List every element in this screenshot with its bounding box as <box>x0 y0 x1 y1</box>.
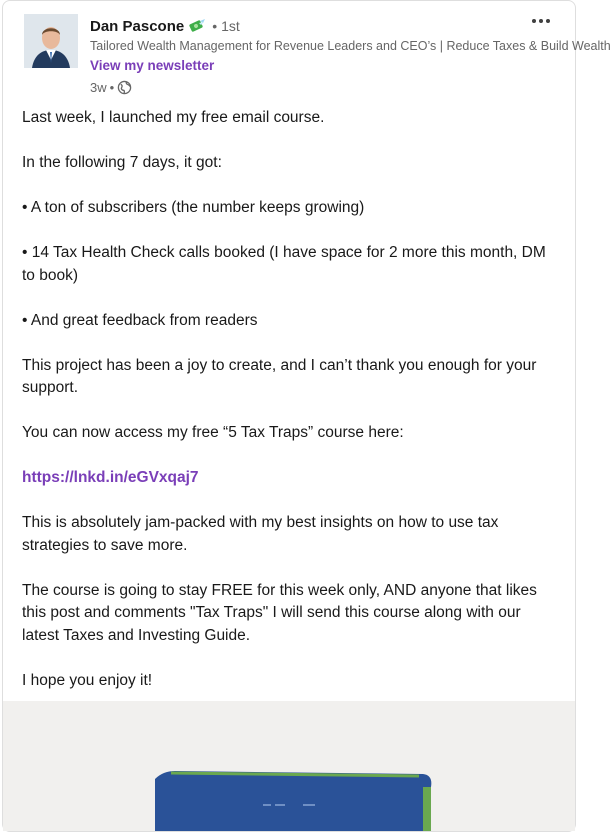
author-headline: Tailored Wealth Management for Revenue Leaders and CEO’s | Reduce Taxes & Build Wealth <box>90 39 611 53</box>
post-header <box>3 1 611 101</box>
view-newsletter-link[interactable]: View my newsletter <box>90 58 215 73</box>
post-paragraph: This is absolutely jam-packed with my best insights on how to use tax strategies to save more. <box>22 514 499 554</box>
post-bullet: • A ton of subscribers (the number keeps growing) <box>22 199 365 216</box>
connection-degree: 1st <box>221 18 240 34</box>
author-name-row <box>90 16 240 36</box>
more-options-button[interactable] <box>525 9 557 33</box>
course-link[interactable]: https://lnkd.in/eGVxqaj7 <box>22 469 199 486</box>
post-meta <box>90 78 132 96</box>
money-with-wings-icon <box>188 18 206 34</box>
connection-separator: • <box>212 18 218 34</box>
post-paragraph: In the following 7 days, it got: <box>22 154 222 171</box>
post-link-paragraph <box>22 467 554 490</box>
avatar-photo <box>24 14 78 68</box>
post-image[interactable] <box>3 701 575 831</box>
post-bullet: • And great feedback from readers <box>22 311 258 329</box>
post-paragraph: Last week, I launched my free email course. <box>22 109 325 126</box>
meta-separator: • <box>109 79 115 95</box>
post-card <box>2 0 611 832</box>
globe-icon <box>117 80 132 95</box>
post-body <box>22 107 554 715</box>
book-illustration <box>3 701 575 831</box>
post-bullet: • 14 Tax Health Check calls booked (I have space for 2 more this month, DM to book) <box>22 244 546 284</box>
post-paragraph: You can now access my free “5 Tax Traps” course here: <box>22 424 404 441</box>
more-horizontal-icon <box>531 18 551 24</box>
post-paragraph: I hope you enjoy it! <box>22 671 153 689</box>
post-time: 3w <box>90 79 107 95</box>
author-name[interactable]: Dan Pascone <box>90 17 185 35</box>
post-paragraph: The course is going to stay FREE for this week only, AND anyone that likes this post and comments "Tax Traps" I will send this course along with our latest Taxes and Investing Guide. <box>22 581 537 644</box>
post-paragraph: This project has been a joy to create, and I can’t thank you enough for your support. <box>22 356 537 396</box>
author-avatar[interactable] <box>24 14 78 68</box>
